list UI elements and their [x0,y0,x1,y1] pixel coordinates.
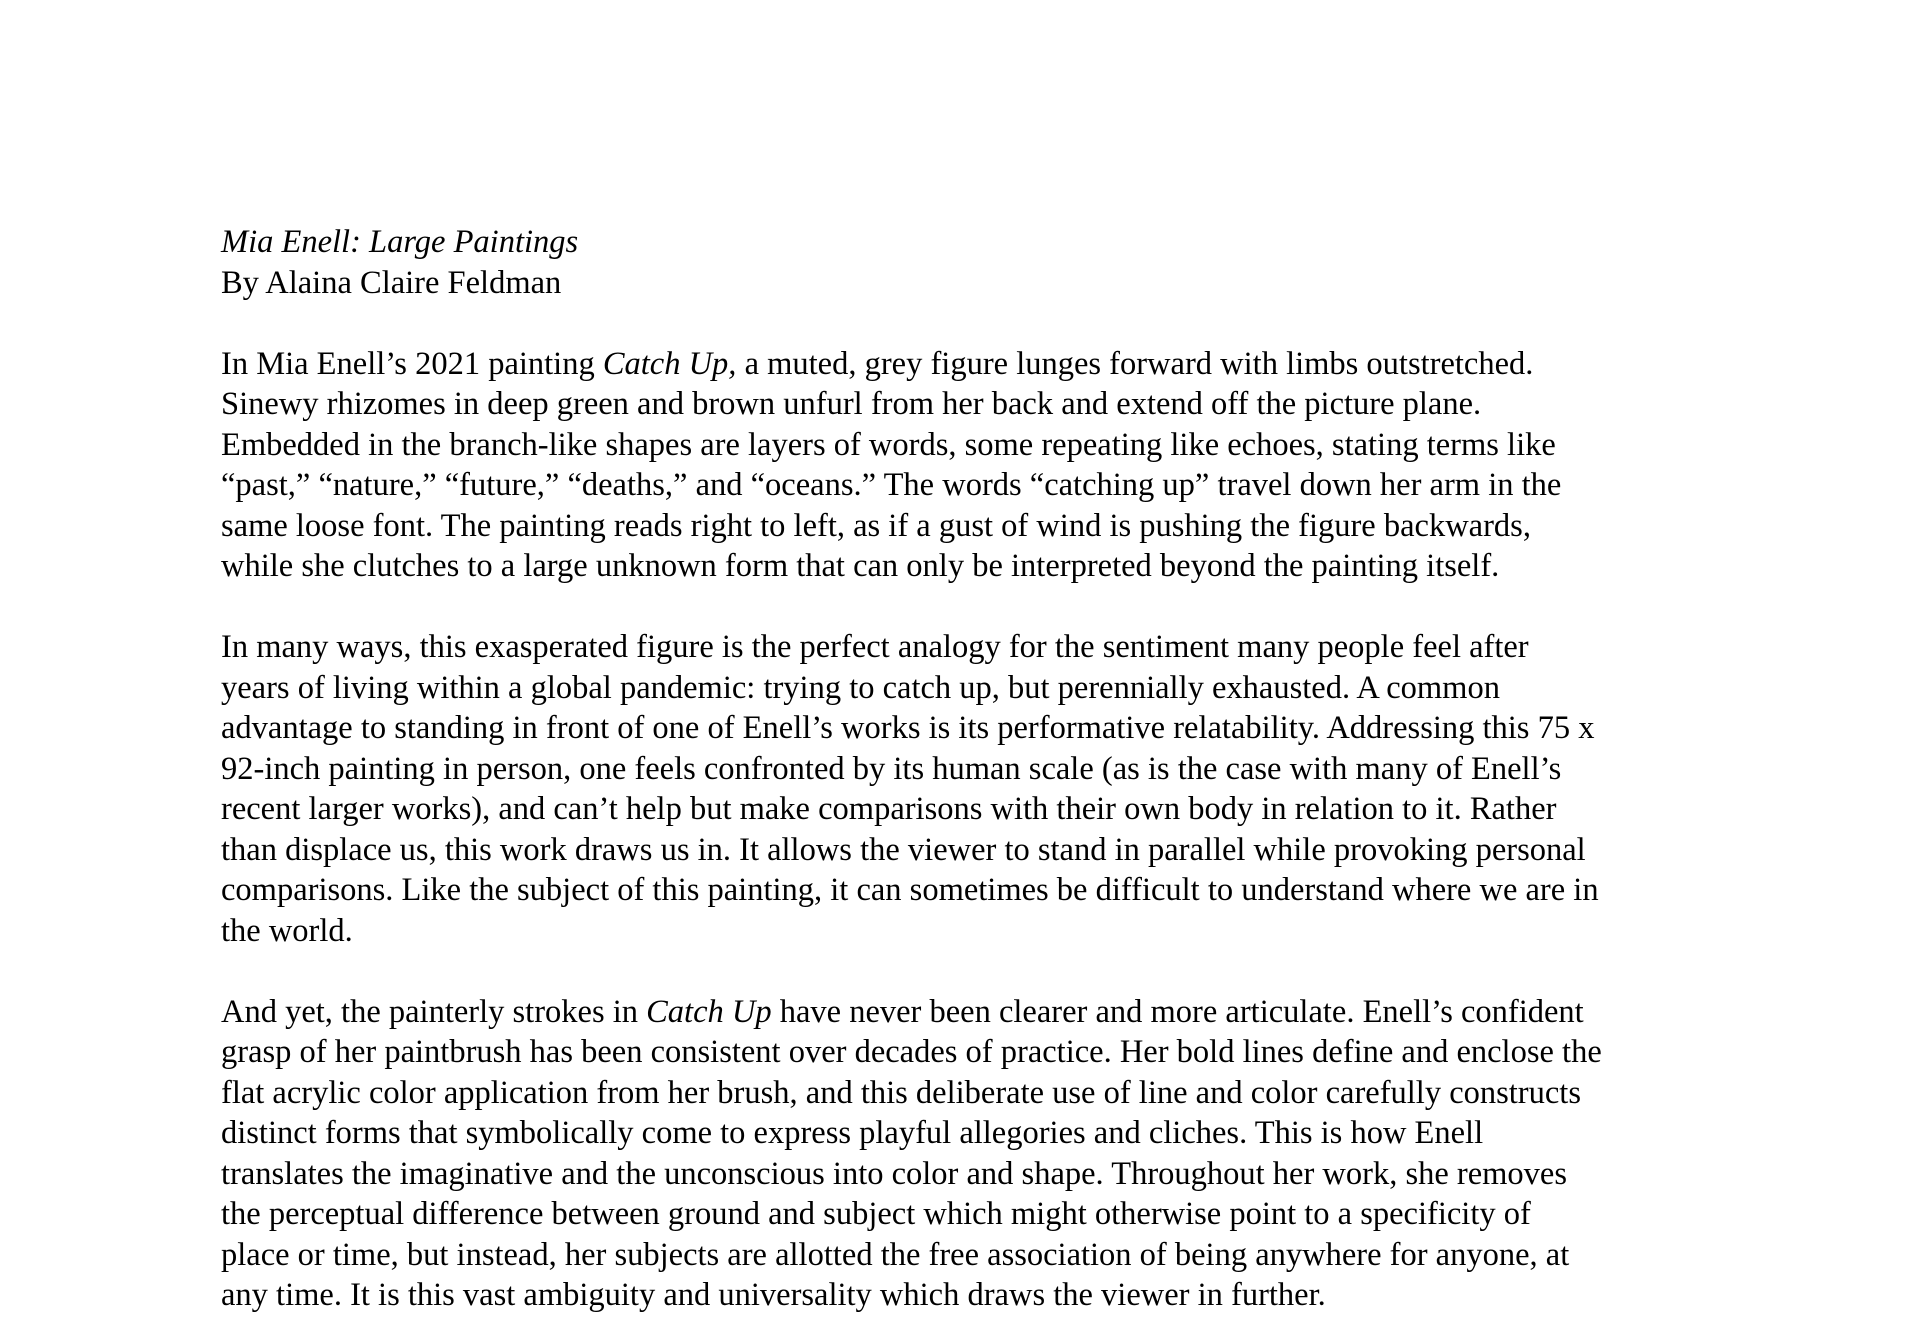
text-line: In Mia Enell’s 2021 painting Catch Up, a muted, grey figure lunges forward with limbs outstretched. [221,345,1534,382]
spacer [221,303,1741,344]
text-line: “past,” “nature,” “future,” “deaths,” and “oceans.” The words “catching up” travel down her arm in the [221,467,1562,503]
text-line: distinct forms that symbolically come to express playful allegories and cliches. This is how Enell [221,1115,1484,1151]
paragraph-2 [221,627,1741,951]
text-line: Embedded in the branch-like shapes are layers of words, some repeating like echoes, stating terms like [221,426,1556,463]
document-page [221,222,1741,1316]
artwork-title: Catch Up, [602,345,737,382]
text-line: In many ways, this exasperated figure is the perfect analogy for the sentiment many people feel after [221,629,1529,665]
paragraph-3 [221,992,1741,1316]
text-line: same loose font. The painting reads right to left, as if a gust of wind is pushing the figure backwards, [221,507,1531,544]
text-line: years of living within a global pandemic: trying to catch up, but perennially exhausted. A common [221,669,1500,706]
text-line: advantage to standing in front of one of Enell’s works is its performative relatability. Addressing this 75 x [221,710,1595,746]
text-line: flat acrylic color application from her brush, and this deliberate use of line and color carefully constructs [221,1074,1581,1111]
text-line: place or time, but instead, her subjects are allotted the free association of being anywhere for anyone, at [221,1236,1570,1273]
text-line: comparisons. Like the subject of this painting, it can sometimes be difficult to understand where we are in [221,872,1599,908]
text-line: translates the imaginative and the unconscious into color and shape. Throughout her work, she removes [221,1155,1568,1192]
document-byline: By Alaina Claire Feldman [221,264,562,301]
text-line: the perceptual difference between ground and subject which might otherwise point to a specificity of [221,1196,1531,1232]
text-line: any time. It is this vast ambiguity and universality which draws the viewer in further. [221,1277,1326,1313]
text-line: 92-inch painting in person, one feels confronted by its human scale (as is the case with many of Enell’s [221,750,1562,787]
spacer [221,951,1741,992]
text-line: recent larger works), and can’t help but make comparisons with their own body in relation to it. Rather [221,791,1557,827]
text-line: Sinewy rhizomes in deep green and brown unfurl from her back and extend off the picture plane. [221,386,1482,422]
text-line: while she clutches to a large unknown form that can only be interpreted beyond the painting itself. [221,548,1500,584]
spacer [221,587,1741,628]
paragraph-1 [221,344,1741,587]
text-line: grasp of her paintbrush has been consistent over decades of practice. Her bold lines define and enclose the [221,1034,1602,1070]
text-line: the world. [221,912,353,949]
text-line: than displace us, this work draws us in. It allows the viewer to stand in parallel while provoking personal [221,831,1586,868]
document-title: Mia Enell: Large Paintings [221,224,579,260]
artwork-title: Catch Up [646,993,772,1030]
text-line: And yet, the painterly strokes in Catch Up have never been clearer and more articulate. Enell’s confident [221,993,1584,1030]
